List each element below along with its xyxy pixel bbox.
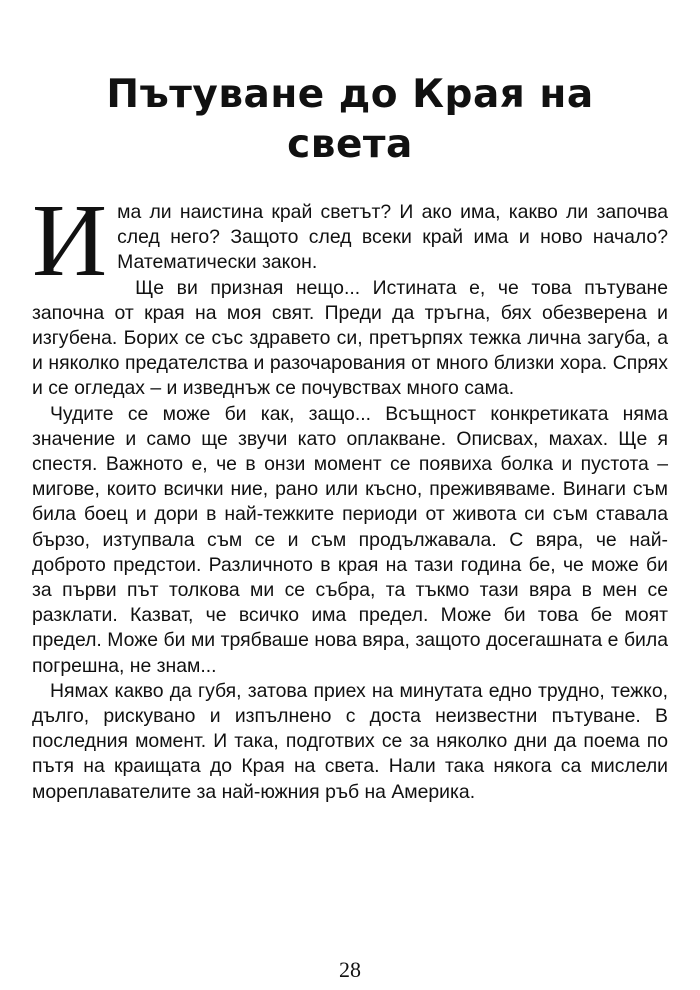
drop-cap-letter: И: [32, 183, 108, 298]
paragraph-2: Ще ви призная нещо... Истината е, че това пътуване започна от края на моя свят. Преди да тръгна, бях обезверена и изгубена. Борих се със здравето си, претърпях тежка лична загуба, а и няколко предателства и разочарования от много близки хора. Спрях и се огледах – и изведнъж се почувствах много сама.: [32, 276, 668, 400]
paragraph-4: Нямах какво да губя, затова приех на минутата едно трудно, тежко, дълго, рискувано и изпълнено с доста неизвестни пътуване. В последния момент. И така, подготвих се за няколко дни да поема по пътя на краищата до Края на света. Нали така някога са мислели мореплавателите за най-южния ръб на Америка.: [32, 679, 668, 803]
page-number: 28: [339, 957, 361, 982]
paragraph-3: Чудите се може би как, защо... Всъщност конкретиката няма значение и само ще звучи като оплакване. Описвах, махах. Ще я спестя. Важното е, че в онзи момент се появиха болка и пустота – мигове, които всички ние, рано или късно, преживяваме. Винаги съм била боец и дори в най-тежките периоди от живота си съм ставала бързо, изтупвала съм се и съм продължавала. С вяра, че най-доброто предстои. Различното в края на тази година бе, че може би за първи път толкова ми се събра, та тъкмо тази вяра в мен се разклати. Казват, че всичко има предел. Може би това бе моят предел. Може би ми трябваше нова вяра, защото досегашната е била погрешна, не знам...: [32, 402, 668, 677]
chapter-body: [32, 183, 668, 805]
chapter-title-line-1: Пътуване до Края на: [106, 72, 594, 117]
chapter-title: [60, 70, 640, 170]
paragraph-1: [32, 183, 668, 298]
paragraph-1-text: ма ли наистина край светът? И ако има, какво ли започва след него? Защото след всеки край има и ново начало? Математически закон.: [117, 201, 668, 274]
chapter-title-line-2: света: [287, 122, 413, 167]
